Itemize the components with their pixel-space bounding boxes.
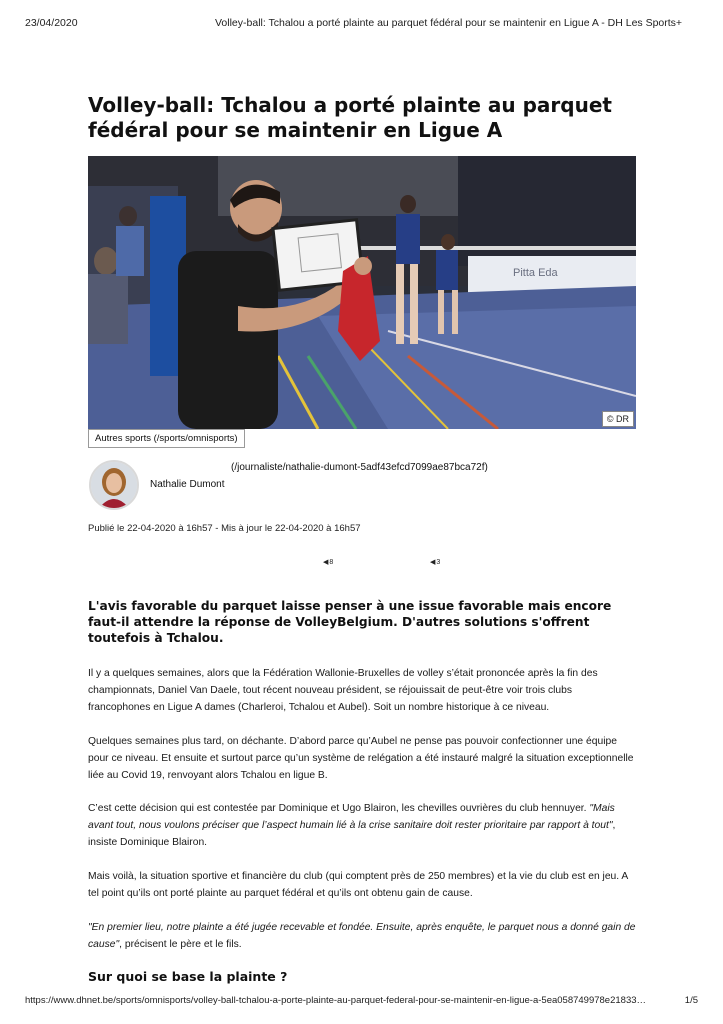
share-button-1[interactable]	[323, 558, 333, 566]
author-photo	[91, 462, 137, 508]
article-hero-image	[88, 156, 636, 429]
volleyball-coach-photo	[88, 156, 636, 429]
author-name[interactable]: Nathalie Dumont	[150, 479, 225, 490]
paragraph-3-text: C’est cette décision qui est contestée par Dominique et Ugo Blairon, les chevilles ouvrières du club hennuyer.	[88, 803, 587, 814]
author-profile-link[interactable]: (/journaliste/nathalie-dumont-5adf43efcd7099ae87bca72f)	[231, 462, 488, 473]
publish-date: Publié le 22-04-2020 à 16h57 - Mis à jour le 22-04-2020 à 16h57	[88, 523, 361, 534]
speaker-icon: ◀	[430, 559, 436, 566]
image-credit: © DR	[602, 411, 634, 427]
share-button-2[interactable]	[430, 558, 440, 566]
print-url: https://www.dhnet.be/sports/omnisports/volley-ball-tchalou-a-porte-plainte-au-parquet-federal-pour-se-maintenir-en-ligue-a-5ea058749978e21833…	[25, 995, 647, 1006]
article-title: Volley-ball: Tchalou a porté plainte au parquet fédéral pour se maintenir en Ligue A	[88, 93, 612, 142]
quote-2: "En premier lieu, notre plainte a été jugée recevable et fondée. Ensuite, après enquête, le parquet nous a donné gain de cause"	[88, 922, 636, 950]
speaker-icon: ◀	[323, 559, 329, 566]
print-page-title: Volley-ball: Tchalou a porté plainte au parquet fédéral pour se maintenir en Ligue A - DH Les Sports+	[215, 17, 683, 29]
quote-1: "Mais avant tout, nous voulons préciser que l’aspect humain lié à la crise sanitaire doit rester prioritaire par rapport à tout"	[88, 803, 615, 831]
paragraph-2: Quelques semaines plus tard, on déchante. D’abord parce qu’Aubel ne pense pas pouvoir confectionner une équipe pour ce niveau. Et ensuite et surtout parce qu’un système de relégation a été instauré malgré la situation exceptionnelle liée au Covid 19, renvoyant alors Tchalou en ligue B.	[88, 736, 634, 781]
category-link[interactable]: Autres sports (/sports/omnisports)	[88, 429, 245, 448]
banner-text: Pitta Eda	[513, 267, 558, 279]
quote-1-attribution: , insiste Dominique Blairon.	[88, 820, 616, 848]
author-avatar[interactable]	[89, 460, 139, 510]
page-number: 1/5	[684, 995, 698, 1006]
paragraph-1: Il y a quelques semaines, alors que la Fédération Wallonie-Bruxelles de volley s’était prononcée après la fin des championnats, Daniel Van Daele, tout récent nouveau président, se réjouissait de peut-être voir trois clubs francophones en Ligue A dames (Charleroi, Tchalou et Aubel). Soit un nombre historique à ce niveau.	[88, 668, 598, 713]
share-count: 8	[329, 558, 334, 566]
paragraph-4: Mais voilà, la situation sportive et financière du club (qui comptent près de 250 membres) et la vie du club est en jeu. A tel point qu’ils ont porté plainte au parquet fédéral et qu’ils ont obtenu gain de cause.	[88, 871, 628, 899]
section-heading: Sur quoi se base la plainte ?	[88, 969, 288, 984]
share-count: 3	[436, 558, 441, 566]
print-footer	[25, 995, 698, 1009]
paragraph-5	[88, 919, 636, 953]
paragraph-3	[88, 800, 636, 851]
article-lead: L'avis favorable du parquet laisse penser à une issue favorable mais encore faut-il attendre la réponse de VolleyBelgium. D'autres solutions s'offrent toutefois à Tchalou.	[88, 599, 612, 645]
print-date: 23/04/2020	[25, 17, 78, 29]
quote-2-attribution: , précisent le père et le fils.	[119, 939, 242, 950]
print-header	[25, 17, 698, 31]
